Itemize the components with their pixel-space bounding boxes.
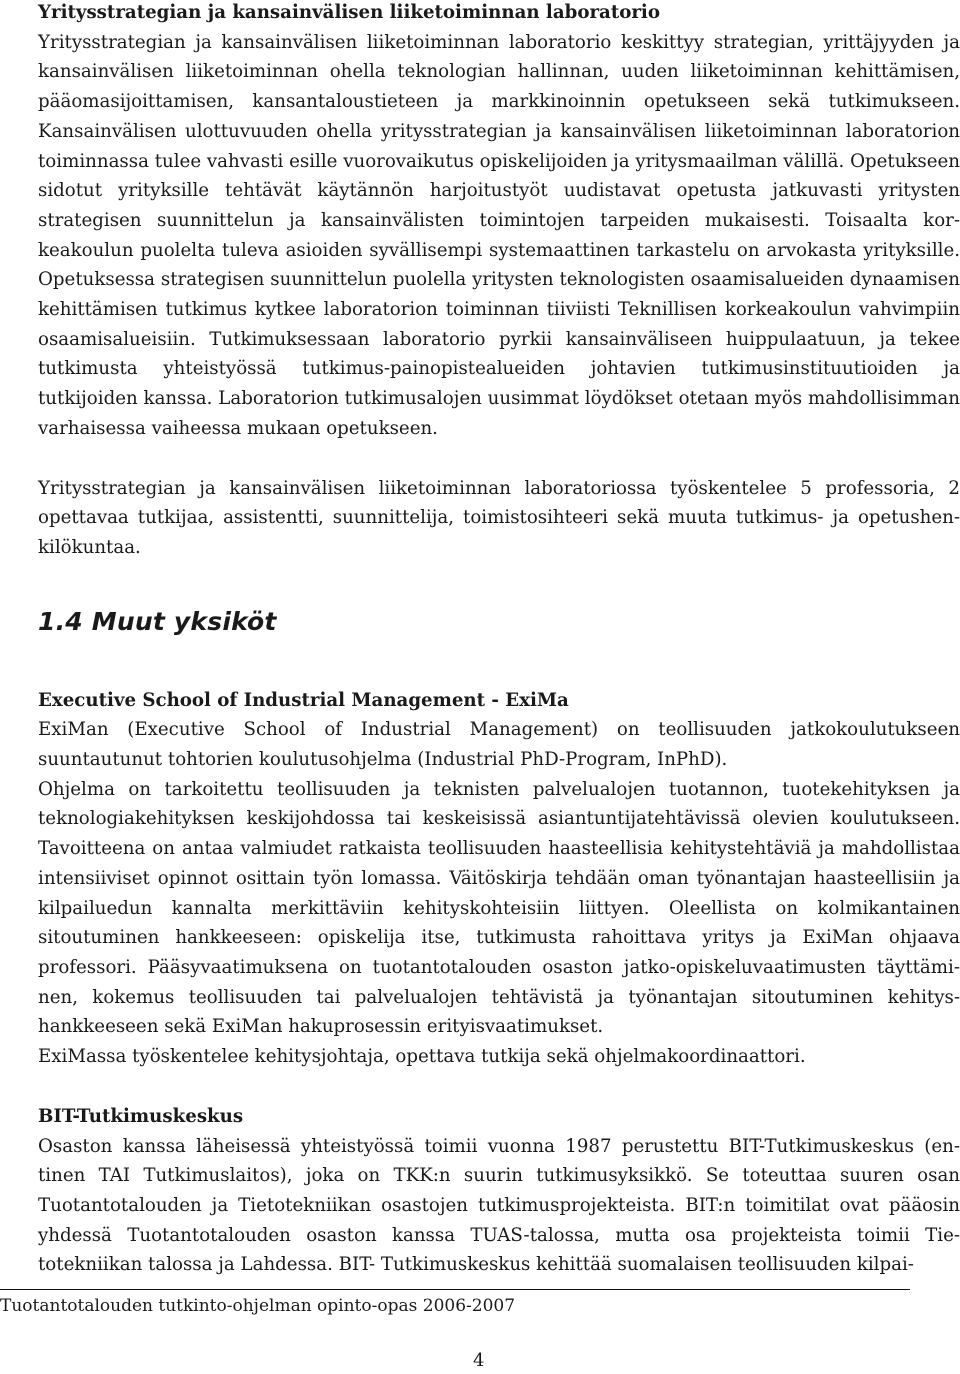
lab-heading: Yritysstrategian ja kansainvälisen liiketoiminnan laboratorio [38, 2, 660, 23]
section-title-other-units: 1.4 Muut yksiköt [38, 606, 277, 636]
footer-divider [0, 1289, 910, 1290]
paragraph-gap [38, 1072, 960, 1102]
lab-paragraph-1: Yritysstrategian ja kansainvälisen liiketoiminnan laboratorio keskittyy strategian, yrittäjyyden ja kansainvälisen liiketoiminnan ohella teknologian hallinnan, uuden liiketoiminnan kehittämisen, pääomasijoittamisen, kansantaloustieteen ja markkinoinnin opetukseen sekä tutkimukseen. Kansainvälisen ulottuvuuden ohella yritysstrategian ja kansainvälisen liiketoiminnan laboratorion toiminnassa tulee vahvasti esille vuorovaikutus opiskelijoiden ja yritysmaailman välillä. Opetukseen sidotut yrityksille tehtävät käytännön harjoitustyöt uudistavat opetusta jatkuvasti yritysten strategisen suunnittelun ja kansainvälisten toimintojen tarpeiden mukaisesti. Toisaalta korkeakoulun puolelta tuleva asioiden syvällisempi systemaattinen tarkastelu on arvokasta yrityksille. Opetuksessa strategisen suunnittelun puolella yritysten teknologisten osaamisalueiden dynaamisen kehittämisen tutkimus kytkee laboratorion toiminnan tiiviisti Teknillisen korkeakoulun vahvimpiin osaamisalueisiin. Tutkimuksessaan laboratorio pyrkii kansainväliseen huippulaatuun, ja tekee tutkimusta yhteistyössä tutkimus-painopistealueiden johtavien tutkimusinstituutioiden ja tutkijoiden kanssa. Laboratorion tutkimusalojen uusimmat löydökset otetaan myös mahdollisimman varhaisessa vaiheessa mukaan opetukseen. [38, 31, 960, 439]
exima-paragraph-1: ExiMan (Executive School of Industrial Management) on teollisuuden jatkokoulutukseen suuntautunut tohtorien koulutusohjelma (Industrial PhD-Program, InPhD). [38, 719, 960, 771]
page-number: 4 [473, 1350, 485, 1371]
footer-text: Tuotantotalouden tutkinto-ohjelman opinto-opas 2006-2007 [0, 1296, 516, 1316]
exima-paragraph-3: ExiMassa työskentelee kehitysjohtaja, opettava tutkija sekä ohjelmakoordinaattori. [38, 1046, 806, 1068]
bit-heading: BIT-Tutkimuskeskus [38, 1105, 244, 1127]
paragraph-gap [38, 444, 960, 474]
document-page [38, 0, 960, 1280]
exima-paragraph-2: Ohjelma on tarkoitettu teollisuuden ja teknisten palvelualojen tuotannon, tuotekehityksen ja teknologiakehityksen keskijohdossa tai keskeisissä asiantuntijatehtävissä olevien koulutukseen. Tavoitteena on antaa valmiudet ratkaista teollisuuden haasteellisia kehitystehtäviä ja mahdollistaa intensiiviset opinnot osittain työn lomassa. Väitöskirja tehdään oman työnantajan haasteellisiin ja kilpailuedun kannalta merkittäviin kehityskohteisiin liittyen. Oleellista on kolmikantainen sitoutuminen hankkeeseen: opiskelija itse, tutkimusta rahoittava yritys ja ExiMan ohjaava professori. Pääsyvaatimuksena on tuotantotalouden osaston jatko-opiskeluvaatimusten täyttäminen, kokemus teollisuuden tai palvelualojen tehtävistä ja työnantajan sitoutuminen kehityshankkeeseen sekä ExiMan hakuprosessin erityisvaatimukset. [38, 778, 960, 1038]
bit-paragraph-1: Osaston kanssa läheisessä yhteistyössä toimii vuonna 1987 perustettu BIT-Tutkimuskeskus (entinen TAI Tutkimuslaitos), joka on TKK:n suurin tutkimusyksikkö. Se toteuttaa suuren osan Tuotantotalouden ja Tietotekniikan osastojen tutkimusprojekteista. BIT:n toimitilat ovat pääosin yhdessä Tuotantotalouden osaston kanssa TUAS-talossa, mutta osa projekteista toimii Tietotekniikan talossa ja Lahdessa. BIT- Tutkimuskeskus kehittää suomalaisen teollisuuden kilpai- [38, 1135, 960, 1276]
lab-paragraph-2: Yritysstrategian ja kansainvälisen liiketoiminnan laboratoriossa työskentelee 5 professoria, 2 opettavaa tutkijaa, assistentti, suunnittelija, toimistosihteeri sekä muuta tutkimus- ja opetushenkilökuntaa. [38, 477, 960, 558]
exima-heading: Executive School of Industrial Management - ExiMa [38, 689, 569, 711]
